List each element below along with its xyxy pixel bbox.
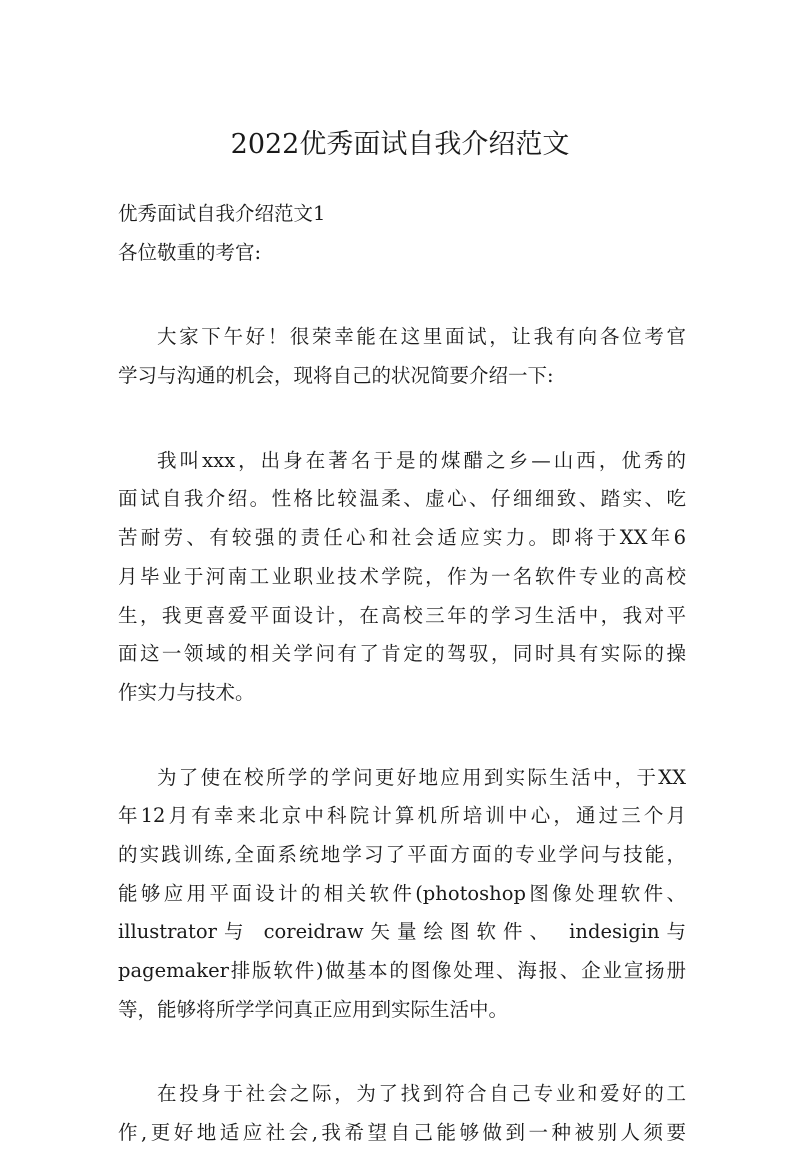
paragraph-line: 年12月有幸来北京中科院计算机所培训中心，通过三个月	[118, 804, 686, 828]
paragraph-line: 面这一领域的相关学问有了肯定的驾驭，同时具有实际的操	[118, 642, 686, 666]
paragraph-4	[118, 1075, 686, 1152]
paragraph-line: 生，我更喜爱平面设计，在高校三年的学习生活中，我对平	[118, 603, 686, 627]
paragraph-line: 我叫xxx，出身在著名于是的煤醋之乡—山西，优秀的	[157, 448, 686, 472]
paragraph-1	[118, 318, 686, 395]
paragraph-line: 大家下午好！很荣幸能在这里面试，让我有向各位考官	[157, 325, 686, 349]
paragraph-line: 的实践训练,全面系统地学习了平面方面的专业学问与技能，	[118, 842, 686, 866]
spacer	[118, 396, 686, 442]
paragraph-line: 在投身于社会之际，为了找到符合自己专业和爱好的工	[157, 1082, 686, 1106]
paragraph-3	[118, 759, 686, 1030]
paragraph-line: 作实力与技术。	[118, 680, 255, 704]
paragraph-line: 月毕业于河南工业职业技术学院，作为一名软件专业的高校	[118, 564, 686, 588]
paragraph-line: 作,更好地适应社会,我希望自己能够做到一种被别人须要	[118, 1121, 686, 1145]
paragraph-line: 等，能够将所学学问真正应用到实际生活中。	[118, 997, 509, 1021]
paragraph-line: 能够应用平面设计的相关软件(photoshop图像处理软件、	[118, 881, 686, 905]
section-heading: 优秀面试自我介绍范文1	[118, 202, 326, 225]
spacer	[118, 1029, 686, 1075]
paragraph-line: illustrator与 coreidraw矢量绘图软件、 indesigin与	[118, 920, 686, 944]
paragraph-line: pagemaker排版软件)做基本的图像处理、海报、企业宣扬册	[118, 959, 686, 982]
paragraph-line: 为了使在校所学的学问更好地应用到实际生活中，于XX	[157, 765, 686, 789]
paragraph-2	[118, 442, 686, 713]
paragraph-line: 面试自我介绍。性格比较温柔、虚心、仔细细致、踏实、吃	[118, 487, 686, 511]
salutation: 各位敬重的考官:	[118, 240, 262, 264]
document-body	[118, 195, 686, 1153]
paragraph-line: 学习与沟通的机会，现将自己的状况简要介绍一下:	[118, 364, 554, 388]
page-title: 2022优秀面试自我介绍范文	[230, 129, 570, 160]
spacer	[118, 713, 686, 759]
spacer	[118, 272, 686, 318]
paragraph-line: 苦耐劳、有较强的责任心和社会适应实力。即将于XX年6	[118, 526, 686, 550]
